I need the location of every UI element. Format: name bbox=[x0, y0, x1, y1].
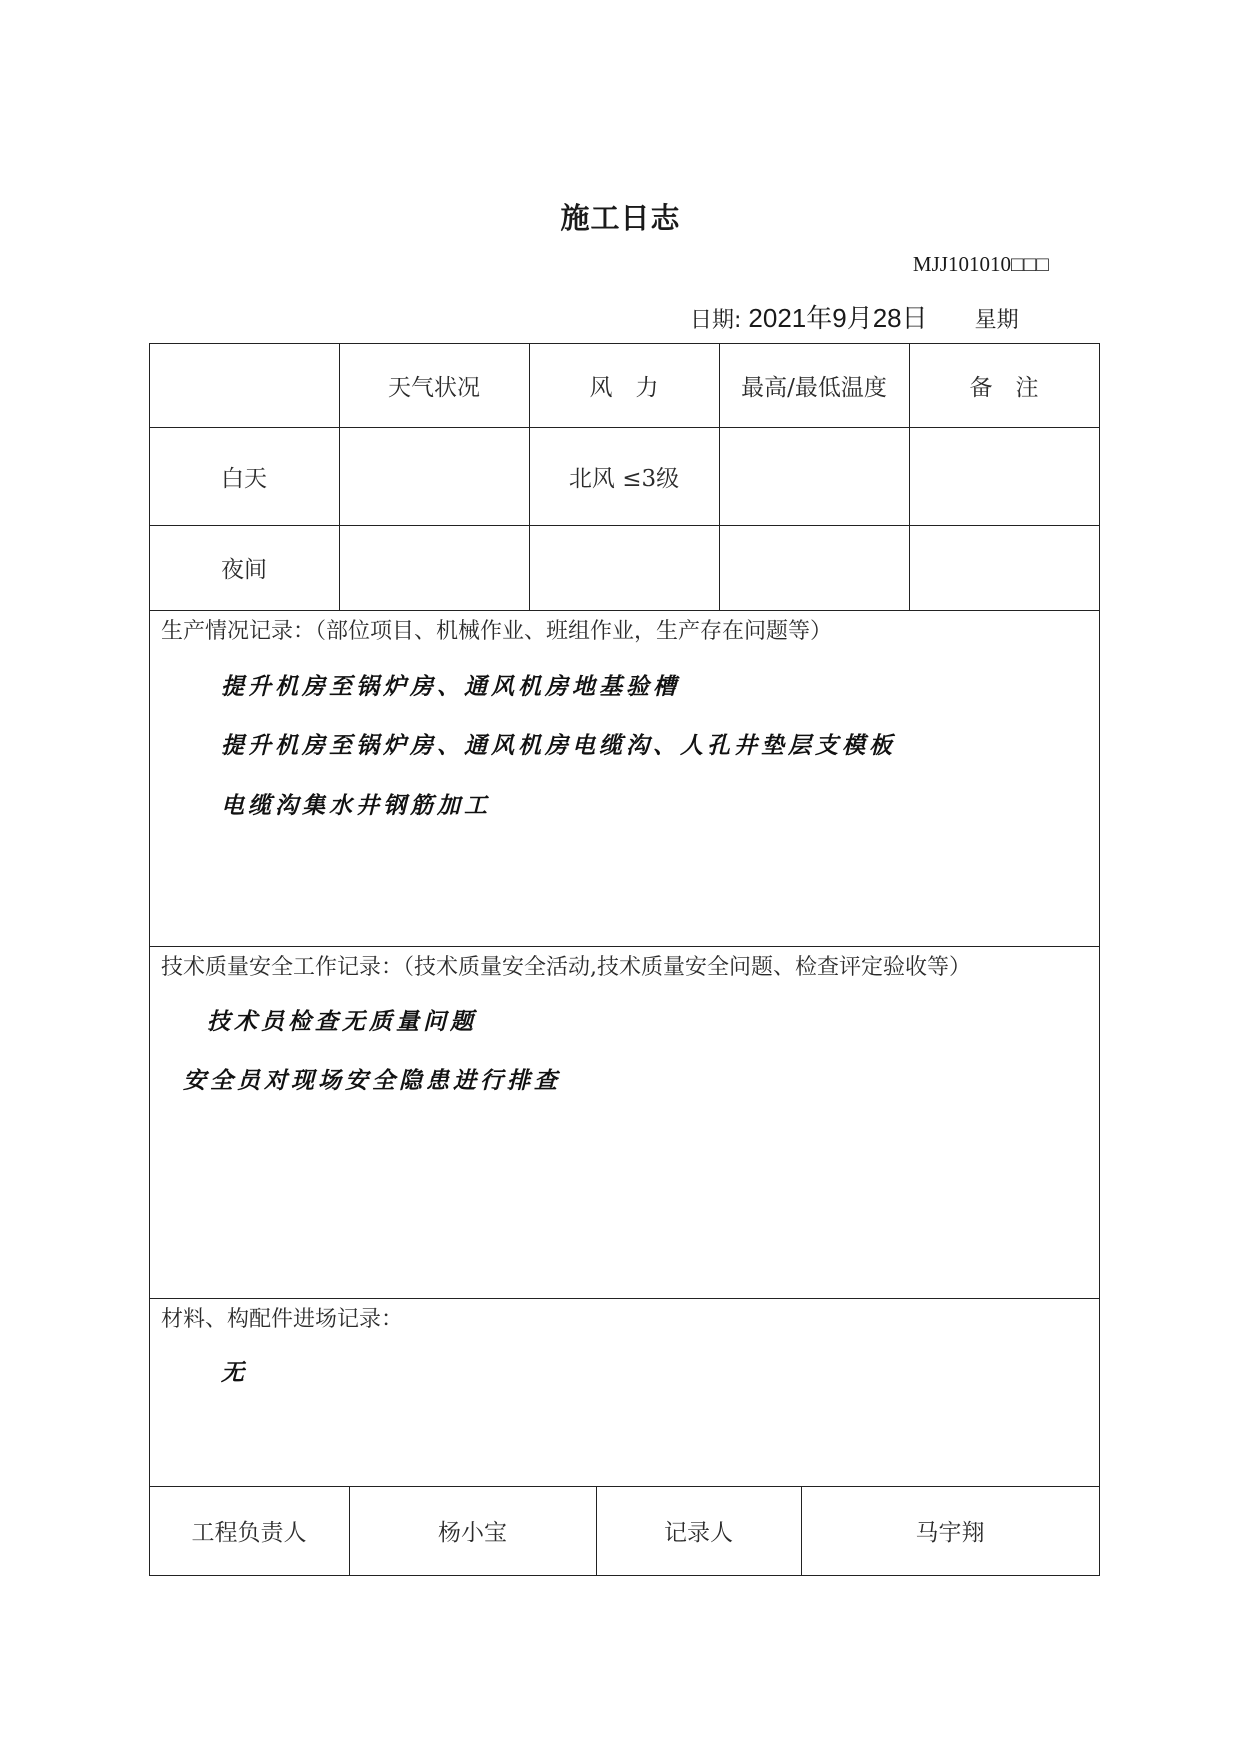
header-blank-cell bbox=[149, 343, 339, 427]
daytime-wind: 北风 ≤3级 bbox=[568, 465, 680, 492]
manager-label: 工程负责人 bbox=[191, 1520, 307, 1546]
header-weather: 天气状况 bbox=[388, 374, 480, 401]
page-title: 施工日志 bbox=[560, 201, 681, 235]
production-entry: 电缆沟集水井钢筋加工 bbox=[221, 793, 491, 819]
quality-safety-section-label: 技术质量安全工作记录：（技术质量安全活动,技术质量安全问题、检查评定验收等） bbox=[161, 955, 971, 980]
recorder-name: 马宇翔 bbox=[915, 1520, 985, 1546]
manager-name: 杨小宝 bbox=[438, 1520, 507, 1546]
table-border-bottom bbox=[149, 1575, 1100, 1576]
row-divider bbox=[149, 1298, 1100, 1299]
production-section-label: 生产情况记录：（部位项目、机械作业、班组作业，生产存在问题等） bbox=[161, 619, 833, 644]
production-entry: 提升机房至锅炉房、通风机房电缆沟、人孔井垫层支模板 bbox=[221, 733, 896, 759]
row-divider bbox=[149, 946, 1100, 947]
construction-log-table bbox=[149, 343, 1100, 1580]
daytime-label: 白天 bbox=[221, 465, 267, 492]
quality-safety-entry: 技术员检查无质量问题 bbox=[207, 1009, 477, 1035]
night-temperature bbox=[719, 525, 909, 610]
header-temperature: 最高/最低温度 bbox=[741, 374, 887, 401]
night-label: 夜间 bbox=[221, 557, 267, 583]
materials-section-label: 材料、构配件进场记录： bbox=[161, 1307, 404, 1332]
table-border-right bbox=[1099, 343, 1100, 1576]
row-divider bbox=[149, 610, 1100, 611]
quality-safety-entry: 安全员对现场安全隐患进行排查 bbox=[183, 1068, 561, 1094]
header-remark: 备 注 bbox=[969, 374, 1039, 401]
night-remark bbox=[909, 525, 1099, 610]
night-weather bbox=[339, 525, 529, 610]
production-entry: 提升机房至锅炉房、通风机房地基验槽 bbox=[221, 674, 680, 700]
recorder-label: 记录人 bbox=[664, 1520, 733, 1546]
header-wind: 风 力 bbox=[589, 374, 659, 401]
date-line bbox=[690, 298, 1019, 335]
materials-entry: 无 bbox=[221, 1360, 248, 1386]
daytime-weather bbox=[339, 427, 529, 525]
night-wind bbox=[529, 525, 719, 610]
date-value: 2021年9月28日 bbox=[748, 303, 928, 333]
date-label: 日期: bbox=[690, 308, 742, 333]
document-code: MJJ101010□□□ bbox=[912, 252, 1049, 276]
daytime-temperature bbox=[719, 427, 909, 525]
daytime-remark bbox=[909, 427, 1099, 525]
weekday-label: 星期 bbox=[974, 308, 1019, 333]
